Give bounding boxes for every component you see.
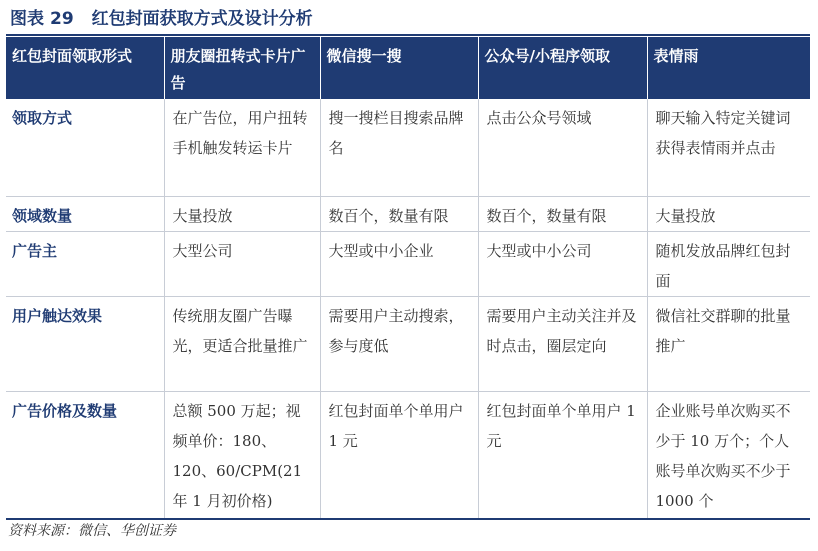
table-cell: 微信社交群聊的批量推广	[647, 296, 810, 391]
table-row	[6, 296, 810, 391]
table-cell: 大型或中小公司	[478, 231, 647, 296]
header-cell: 公众号/小程序领取	[478, 37, 647, 99]
table-cell: 需要用户主动关注并及时点击，圈层定向	[478, 296, 647, 391]
table-cell: 红包封面单个单用户 1 元	[478, 391, 647, 519]
table-cell: 聊天输入特定关键词获得表情雨并点击	[647, 99, 810, 196]
table-row	[6, 196, 810, 231]
header-cell: 红包封面领取形式	[6, 37, 164, 99]
row-label: 广告主	[6, 231, 164, 296]
table-cell: 数百个，数量有限	[320, 196, 478, 231]
table-cell: 总额 500 万起；视频单价：180、120、60/CPM(21 年 1 月初价格)	[164, 391, 320, 519]
table-cell: 数百个，数量有限	[478, 196, 647, 231]
table-cell: 需要用户主动搜索，参与度低	[320, 296, 478, 391]
table-row	[6, 231, 810, 296]
table-cell: 大量投放	[647, 196, 810, 231]
table-cell: 传统朋友圈广告曝光，更适合批量推广	[164, 296, 320, 391]
table-cell: 在广告位，用户扭转手机触发转运卡片	[164, 99, 320, 196]
header-cell: 表情雨	[647, 37, 810, 99]
header-cell: 微信搜一搜	[320, 37, 478, 99]
table-header-row	[6, 37, 810, 99]
row-label: 用户触达效果	[6, 296, 164, 391]
figure-label: 图表	[10, 9, 44, 29]
table-cell: 红包封面单个单用户 1 元	[320, 391, 478, 519]
table-cell: 大量投放	[164, 196, 320, 231]
table-row	[6, 391, 810, 519]
row-label: 领取方式	[6, 99, 164, 196]
comparison-table	[6, 37, 810, 520]
table-cell: 大型公司	[164, 231, 320, 296]
figure-number: 29	[50, 9, 74, 29]
table-row	[6, 99, 810, 196]
title-rule	[6, 34, 810, 36]
source-note: 资料来源：微信、华创证券	[8, 523, 176, 539]
row-label: 广告价格及数量	[6, 391, 164, 519]
table-cell: 大型或中小企业	[320, 231, 478, 296]
table-cell: 企业账号单次购买不少于 10 万个；个人账号单次购买不少于 1000 个	[647, 391, 810, 519]
figure-title	[10, 6, 313, 32]
row-label: 领域数量	[6, 196, 164, 231]
header-cell: 朋友圈扭转式卡片广告	[164, 37, 320, 99]
table-cell: 搜一搜栏目搜索品牌名	[320, 99, 478, 196]
table-cell: 随机发放品牌红包封面	[647, 231, 810, 296]
figure-title-text: 红包封面获取方式及设计分析	[91, 9, 313, 29]
table-cell: 点击公众号领域	[478, 99, 647, 196]
